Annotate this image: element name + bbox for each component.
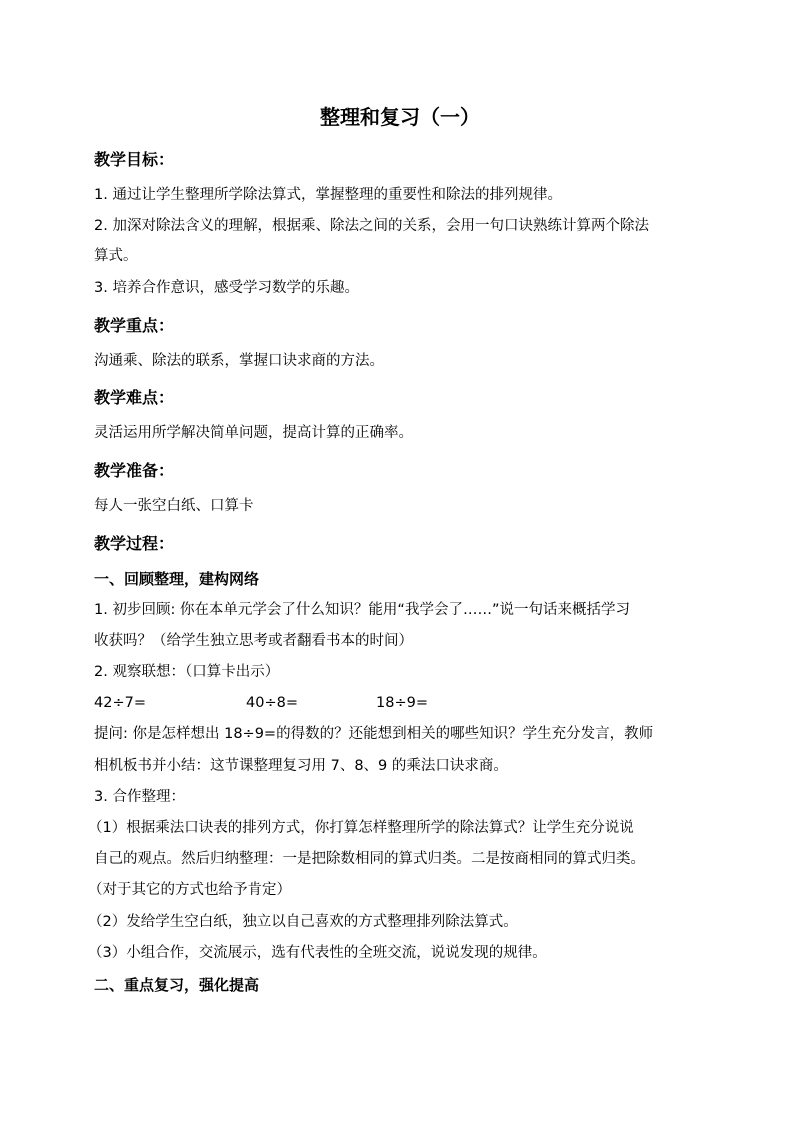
step-1-line1: 1. 初步回顾: 你在本单元学会了什么知识？能用“我学会了……”说一句话来概括学习 [94,602,630,618]
section-1-heading: 一、回顾整理，建构网络 [94,570,260,588]
calc-3: 18÷9= [376,695,428,711]
sub-2: （2）发给学生空白纸，独立以自己喜欢的方式整理排列除法算式。 [88,914,518,930]
calc-1: 42÷7= [94,695,146,711]
goal-2-line1: 2. 加深对除法含义的理解，根据乘、除法之间的关系，会用一句口诀熟练计算两个除法 [94,218,649,234]
step-1-line2: 收获吗？（给学生独立思考或者翻看书本的时间） [94,633,413,649]
step-2: 2. 观察联想：（口算卡出示） [94,664,280,680]
sub-1-line3: （对于其它的方式也给予肯定） [88,882,291,898]
difficulty-heading: 教学难点： [94,388,175,407]
sub-1-line2: 自己的观点。然后归纳整理：一是把除数相同的算式归类。二是按商相同的算式归类。 [94,851,645,867]
calc-row [94,692,706,714]
page-title: 整理和复习（一） [320,105,480,129]
question-line1: 提问: 你是怎样想出 18÷9=的得数的？还能想到相关的哪些知识？学生充分发言，教师 [94,726,654,742]
goal-3: 3. 培养合作意识，感受学习数学的乐趣。 [94,280,359,296]
key-text: 沟通乘、除法的联系，掌握口诀求商的方法。 [94,353,384,369]
prep-text: 每人一张空白纸、口算卡 [94,498,254,514]
sub-3: （3）小组合作，交流展示，选有代表性的全班交流，说说发现的规律。 [88,945,547,961]
question-line2: 相机板书并小结：这节课整理复习用 7、8、9 的乘法口诀求商。 [94,758,508,774]
prep-heading: 教学准备： [94,461,175,480]
difficulty-text: 灵活运用所学解决简单问题，提高计算的正确率。 [94,425,413,441]
goals-heading: 教学目标： [94,150,175,169]
goal-1: 1. 通过让学生整理所学除法算式，掌握整理的重要性和除法的排列规律。 [94,187,562,203]
section-2-heading: 二、重点复习，强化提高 [94,976,260,994]
process-heading: 教学过程： [94,534,175,553]
sub-1-line1: （1）根据乘法口诀表的排列方式，你打算怎样整理所学的除法算式？让学生充分说说 [88,820,634,836]
key-heading: 教学重点： [94,316,175,335]
step-3: 3. 合作整理： [94,789,185,805]
goal-2-line2: 算式。 [94,248,138,264]
calc-2: 40÷8= [246,695,298,711]
